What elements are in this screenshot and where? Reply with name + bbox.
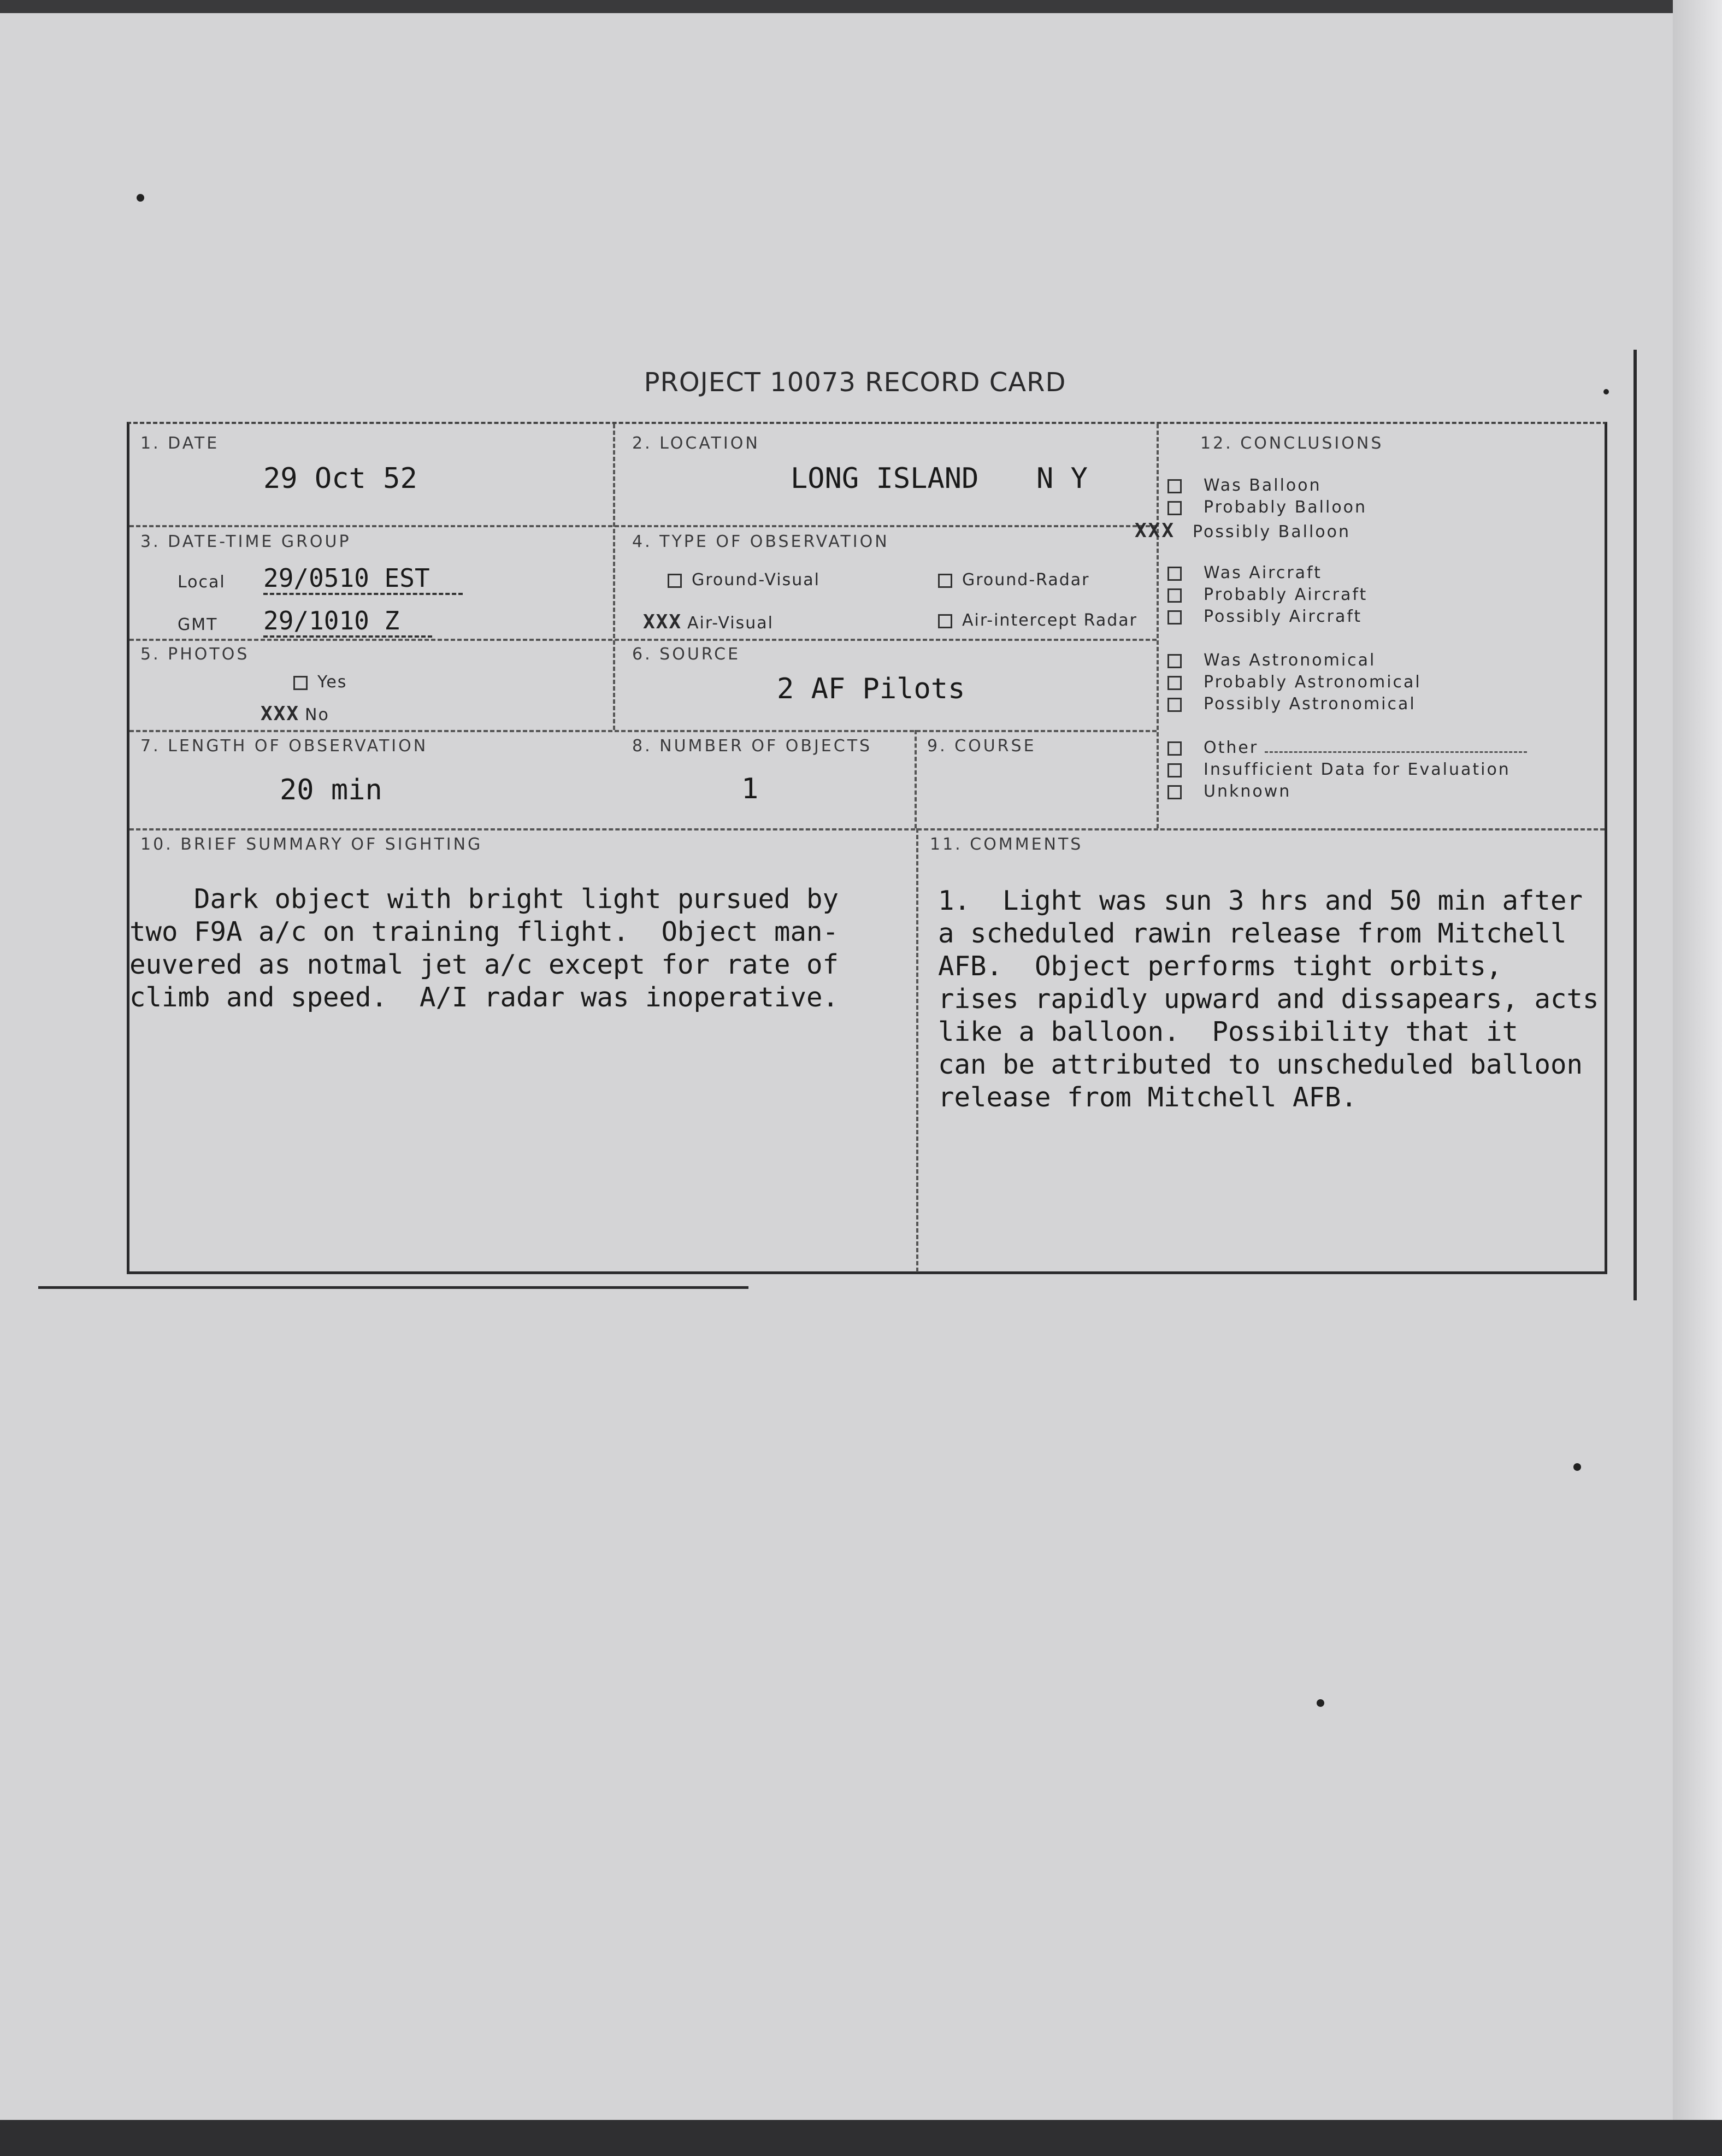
selection-mark: XXX — [1135, 520, 1176, 542]
date-label: 1. DATE — [140, 434, 220, 453]
option-air-visual: XXX Air-Visual — [643, 611, 774, 633]
photos-no-option: XXX No — [261, 703, 329, 725]
scan-border-right — [1673, 0, 1722, 2156]
checkbox-icon — [1167, 785, 1182, 799]
checkbox-icon — [668, 574, 682, 588]
scan-card-edge — [38, 1286, 748, 1289]
scan-speck — [137, 194, 144, 202]
photos-yes-option: Yes — [293, 673, 347, 692]
card-title: PROJECT 10073 RECORD CARD — [644, 367, 1066, 398]
location-state: N Y — [1036, 462, 1088, 495]
conclusion-item: Was Balloon — [1167, 476, 1322, 495]
scan-speck — [1317, 1699, 1324, 1707]
checkbox-icon — [293, 676, 308, 690]
record-card — [127, 422, 1607, 1274]
observation-type-label: 4. TYPE OF OBSERVATION — [632, 532, 889, 551]
checkbox-icon — [1167, 654, 1182, 668]
row-divider — [129, 639, 1157, 641]
source-value: 2 AF Pilots — [777, 673, 965, 705]
option-ground-visual: Ground-Visual — [668, 570, 820, 590]
conclusions-list — [1135, 476, 1605, 815]
number-of-objects-label: 8. NUMBER OF OBJECTS — [632, 737, 872, 756]
col-divider — [915, 730, 917, 828]
conclusions-label: 12. CONCLUSIONS — [1200, 434, 1384, 453]
checkbox-icon — [1167, 676, 1182, 690]
source-label: 6. SOURCE — [632, 645, 741, 664]
col-divider — [613, 424, 615, 730]
conclusion-item-selected: XXX Possibly Balloon — [1135, 520, 1351, 542]
comments-label: 11. COMMENTS — [930, 835, 1083, 854]
checkbox-icon — [1167, 479, 1182, 493]
conclusion-item: Other — [1167, 738, 1527, 757]
conclusion-item: Probably Balloon — [1167, 498, 1367, 517]
option-ground-radar: Ground-Radar — [938, 570, 1090, 590]
local-label: Local — [178, 573, 226, 592]
date-time-group-label: 3. DATE-TIME GROUP — [140, 532, 351, 551]
brief-summary-text: Dark object with bright light pursued by two F9A a/c on training flight. Object man- euvered as notmal jet a/c except for rate of climb and speed. A/I radar was inoperative. — [129, 883, 839, 1013]
scan-speck — [1573, 1463, 1581, 1471]
checkbox-icon — [1167, 763, 1182, 777]
conclusion-item: Unknown — [1167, 782, 1291, 801]
row-divider — [129, 828, 1605, 830]
conclusion-item: Probably Astronomical — [1167, 673, 1422, 692]
checkbox-icon — [938, 574, 952, 588]
photos-label: 5. PHOTOS — [140, 645, 250, 664]
location-value: LONG ISLAND — [791, 462, 979, 495]
checkbox-icon — [938, 614, 952, 628]
row-divider — [129, 730, 1157, 732]
location-label: 2. LOCATION — [632, 434, 760, 453]
date-value: 29 Oct 52 — [263, 462, 417, 495]
conclusion-item: Was Astronomical — [1167, 651, 1376, 670]
scan-border-bottom — [0, 2120, 1722, 2156]
local-time-value: 29/0510 EST — [263, 563, 463, 595]
checkbox-icon — [1167, 741, 1182, 756]
brief-summary-label: 10. BRIEF SUMMARY OF SIGHTING — [140, 835, 483, 854]
conclusion-item: Insufficient Data for Evaluation — [1167, 760, 1511, 779]
checkbox-icon — [1167, 588, 1182, 603]
conclusion-item: Probably Aircraft — [1167, 585, 1367, 604]
course-label: 9. COURSE — [927, 737, 1036, 756]
selection-mark: XXX — [261, 703, 300, 725]
gmt-time-value: 29/1010 Z — [263, 606, 432, 638]
comments-text: 1. Light was sun 3 hrs and 50 min after a scheduled rawin release from Mitchell AFB. Object performs tight orbits, rises rapidly upward and dissapears, acts like a balloon. Possibility that it can be attributed to unscheduled balloon release from Mitchell AFB. — [938, 885, 1599, 1113]
gmt-label: GMT — [178, 615, 218, 634]
scan-margin-line — [1633, 350, 1637, 1300]
conclusion-item: Possibly Astronomical — [1167, 694, 1416, 714]
checkbox-icon — [1167, 698, 1182, 712]
length-of-observation-label: 7. LENGTH OF OBSERVATION — [140, 737, 428, 756]
checkbox-icon — [1167, 501, 1182, 515]
scan-speck — [1603, 389, 1609, 394]
selection-mark: XXX — [643, 611, 682, 633]
conclusion-item: Was Aircraft — [1167, 563, 1322, 582]
conclusion-item: Possibly Aircraft — [1167, 607, 1362, 626]
option-air-intercept-radar: Air-intercept Radar — [938, 611, 1137, 630]
row-divider — [129, 525, 1157, 527]
checkbox-icon — [1167, 567, 1182, 581]
col-divider — [1157, 424, 1159, 828]
scan-border-top — [0, 0, 1722, 13]
checkbox-icon — [1167, 610, 1182, 625]
col-divider — [916, 828, 918, 1272]
length-of-observation-value: 20 min — [280, 774, 382, 806]
number-of-objects-value: 1 — [741, 773, 759, 805]
